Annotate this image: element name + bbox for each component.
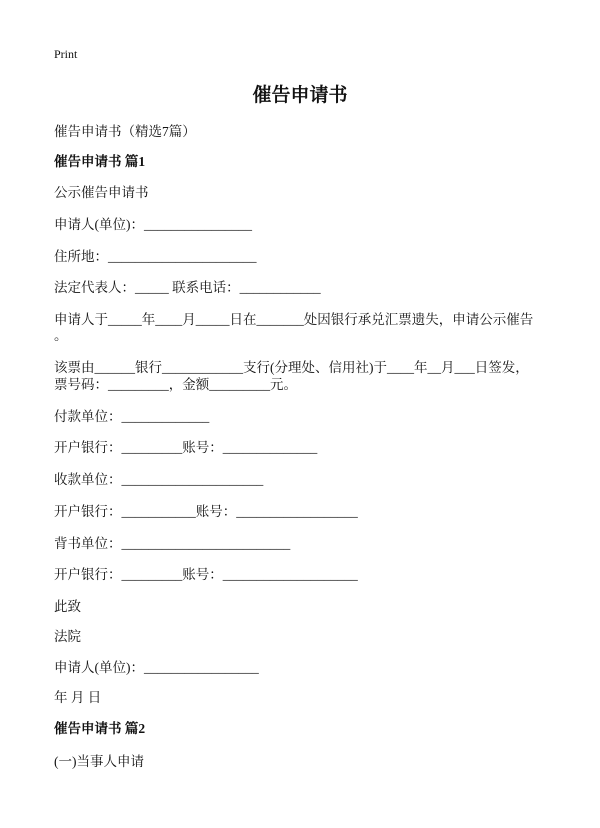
document-line: 催告申请书（精选7篇）: [54, 124, 196, 139]
document-line: 收款单位：_____________________: [54, 472, 264, 487]
document-line: 付款单位：_____________: [54, 409, 210, 424]
document-line: 申请人(单位)：________________: [54, 217, 252, 232]
document-line: 开户银行：_________账号：______________: [54, 440, 318, 455]
document-line: 申请人于_____年____月_____日在_______处因银行承兑汇票遗失，申请公示催告: [54, 312, 534, 327]
print-link[interactable]: Print: [54, 47, 78, 61]
document-line: 开户银行：_________账号：____________________: [54, 567, 358, 582]
document-line: 票号码：_________，金额_________元。: [54, 377, 297, 392]
page-title: 催告申请书: [252, 85, 348, 106]
document-line: (一)当事人申请: [54, 754, 144, 769]
document-line: 开户银行：___________账号：__________________: [54, 504, 358, 519]
document-line: 。: [54, 328, 68, 343]
section-heading: 催告申请书 篇2: [54, 721, 146, 736]
document-line: 法院: [54, 629, 81, 644]
document-line: 住所地：______________________: [54, 249, 257, 264]
document-line: 年 月 日: [54, 690, 102, 705]
document-line: 此致: [54, 599, 81, 614]
document-line: 法定代表人：_____ 联系电话：____________: [54, 280, 321, 295]
document-line: 背书单位：_________________________: [54, 536, 291, 551]
document-line: 申请人(单位)：_________________: [54, 660, 259, 675]
document-line: 公示催告申请书: [54, 185, 149, 200]
document-line: 该票由______银行____________支行(分理处、信用社)于____年__月___日签发，: [54, 360, 529, 375]
section-heading: 催告申请书 篇1: [54, 154, 146, 169]
